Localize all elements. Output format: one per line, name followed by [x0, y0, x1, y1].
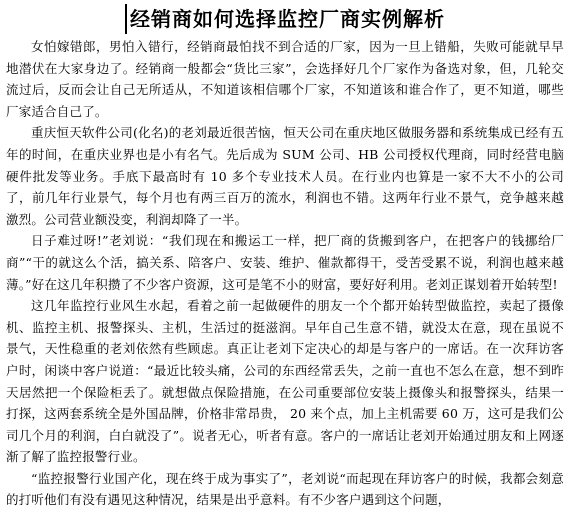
paragraph-company-background: 重庆恒天软件公司(化名)的老刘最近很苦恼，恒天公司在重庆地区做服务器和系统集成已经有五年的时间，在重庆业界也是小有名气。先后成为 SUM 公司、HB 公司授权代理商，同时经营电脑硬件批发等业务。手底下最高时有 10 多个专业技术人员。在行业内也算是一家不大不小的公司了，前几年行业景气，每个月也有两三百万的流水，利润也不错。这两年行业不景气，竞争越来越激烈。公司营业额没变，利润却降了一半。 [6, 125, 564, 227]
paragraph-intro: 女怕嫁错郎，男怕入错行，经销商最怕找不到合适的厂家，因为一旦上错船，失败可能就早早地潜伏在大家身边了。经销商一般都会“货比三家”，会选择好几个厂家作为备选对象，但，几轮交流过后，反而会让自己无所适从，不知道该相信哪个厂家，不知道该和谁合作了，更不知道，哪些厂家适合自己了。 [6, 39, 564, 119]
paragraph-industry-shift: 这几年监控行业风生水起，看着之前一起做硬件的朋友一个个都开始转型做监控，卖起了摄像机、监控主机、报警探头、主机，生活过的挺滋润。早年自己生意不错，就没太在意，现在虽说不景气，天性稳重的老刘依然有些顾虑。真正让老刘下定决心的却是与客户的一席话。在一次拜访客户时，闲谈中客户说道：“最近比较头痛，公司的东西经常丢失，之前一直也不怎么在意，想不到昨天居然把一个保险柜丢了。就想做点保险措施，在公司重要部位安装上摄像头和报警探头，结果一打探，这两套系统全是外国品牌，价格非常昂贵， 20 来个点，加上主机需要 60 万，这可是我们公司几个月的利润，白白就没了”。说者无心，听者有意。客户的一席话让老刘开始通过朋友和上网逐渐了解了监控报警行业。 [6, 298, 564, 465]
article-body [6, 36, 564, 511]
paragraph-hard-times: 日子难过呀!”老刘说：“我们现在和搬运工一样，把厂商的货搬到客户，在把客户的钱挪给厂商”“干的就这么个活，搞关系、陪客户、安装、维护、催款都得干，受苦受累不说，利润也越来越薄。”好在这几年积攒了不少客户资源，这可是笔不小的财富，要好好利用。老刘正谋划着开始转型! [6, 233, 564, 292]
title-container [6, 4, 564, 36]
document-title: 经销商如何选择监控厂商实例解析 [125, 4, 445, 34]
paragraph-localization: “监控报警行业国产化，现在终于成为事实了”，老刘说“而起现在拜访客户的时候，我都会刻意的打听他们有没有遇见这种情况，结果是出乎意料。有不少客户遇到这个问题， [6, 470, 564, 508]
